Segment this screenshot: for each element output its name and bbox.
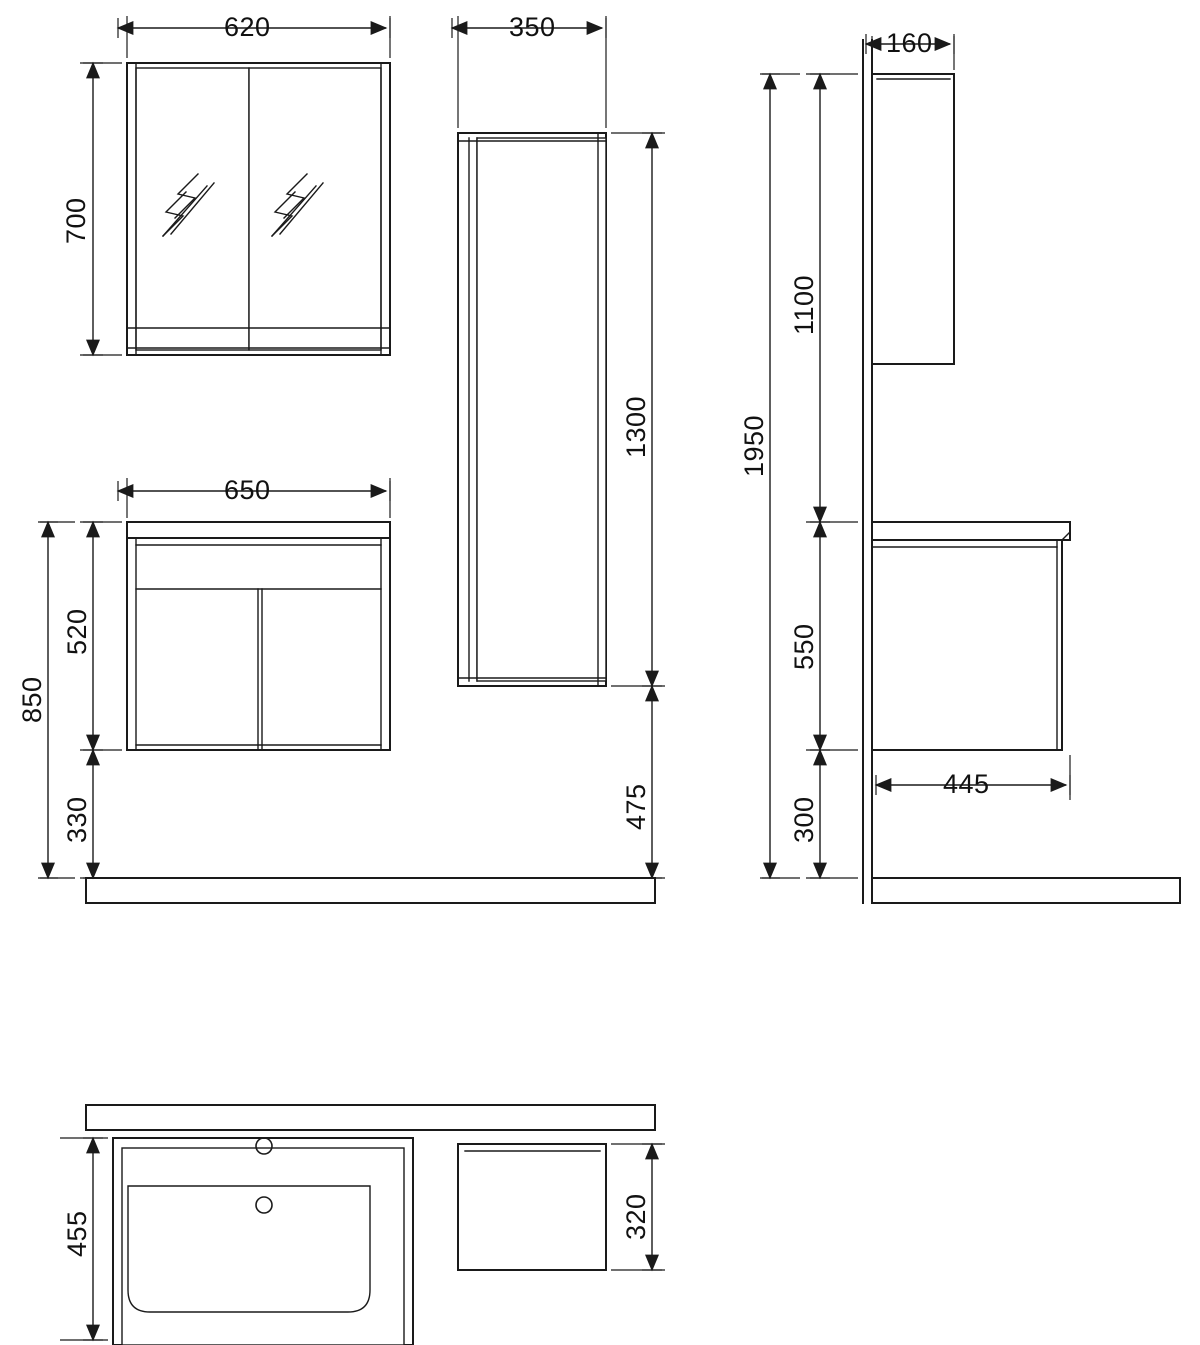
tall-unit-front-view [452,12,665,878]
mirror-cabinet-front-view [61,12,390,355]
dim-1300-label: 1300 [621,395,651,458]
dim-300-label: 300 [789,796,819,843]
dim-330-label: 330 [62,796,92,843]
dim-320-label: 320 [621,1193,651,1240]
dim-475-label: 475 [621,783,651,830]
dim-650-label: 650 [224,475,271,505]
dim-1100-label: 1100 [789,274,819,335]
dim-1950-label: 1950 [739,414,769,477]
dim-620-label: 620 [224,12,271,42]
dim-850-label: 850 [17,676,47,723]
dim-455-label: 455 [62,1210,92,1257]
dim-160-label: 160 [886,28,933,58]
dim-700-label: 700 [61,197,91,244]
side-elevation-view [739,28,1180,903]
dim-350-label: 350 [509,12,556,42]
dim-445-label: 445 [943,769,990,799]
plan-view [60,1105,665,1345]
dim-550-label: 550 [789,623,819,670]
dim-520-label: 520 [62,608,92,655]
